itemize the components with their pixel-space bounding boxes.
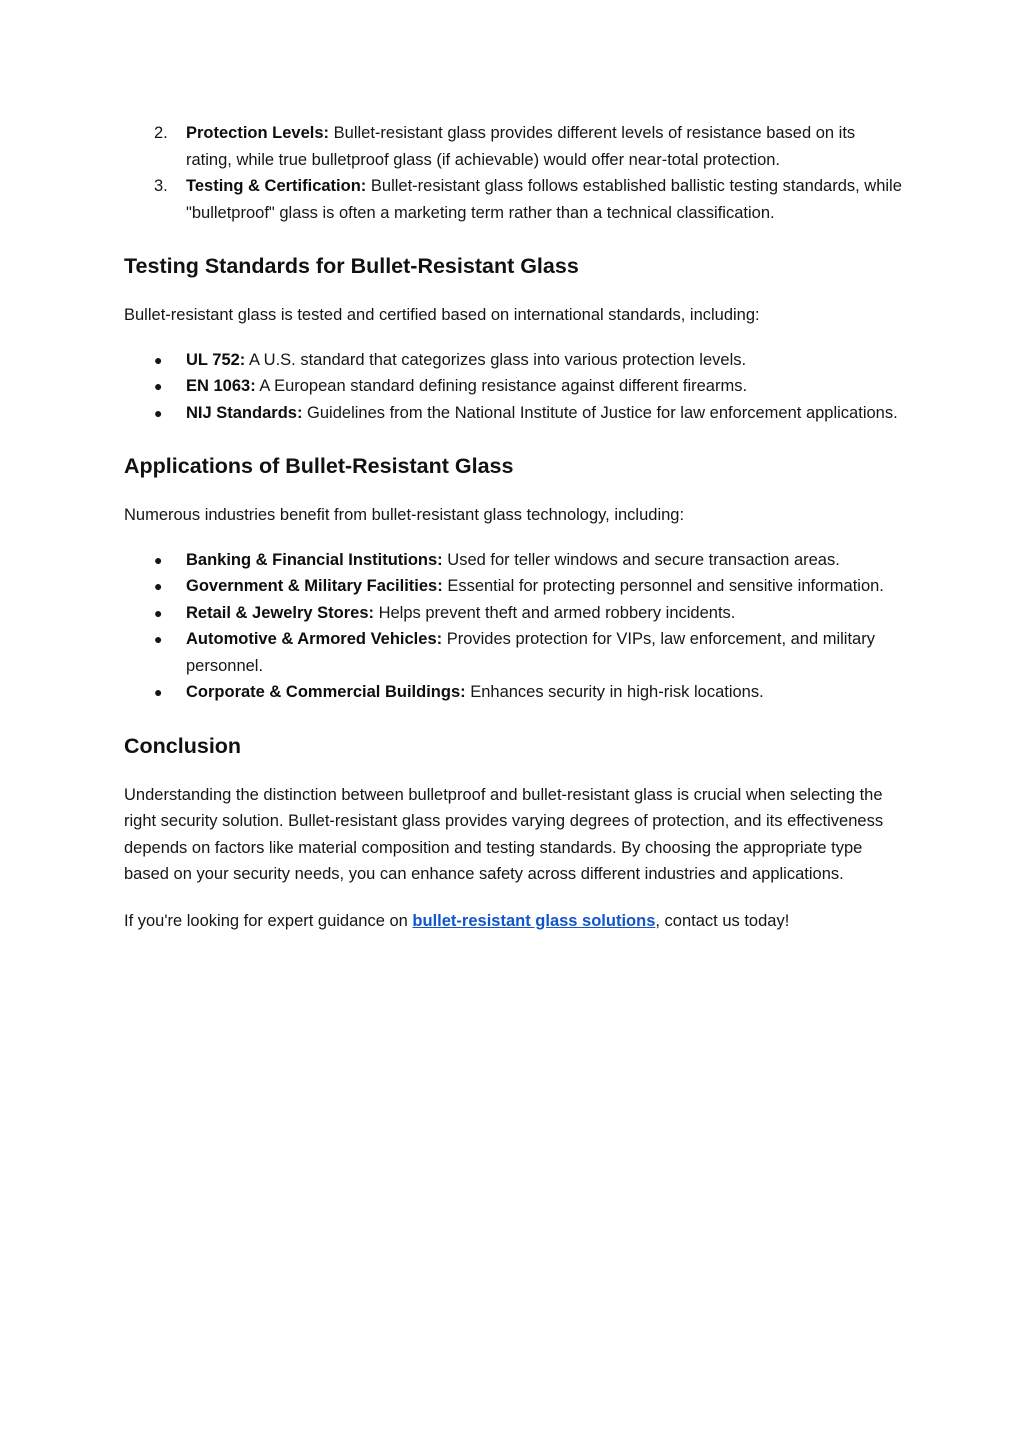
conclusion-paragraph: Understanding the distinction between bulletproof and bullet-resistant glass is crucial when selecting the right security solution. Bullet-resistant glass provides varying degrees of protection, and its effectiveness depends on factors like material composition and testing standards. By choosing the appropriate type based on your security needs, you can enhance safety across different industries and applications. bbox=[124, 785, 884, 883]
list-term: NIJ Standards: bbox=[186, 403, 303, 422]
list-term: Testing & Certification: bbox=[186, 177, 367, 195]
section-heading-testing: Testing Standards for Bullet-Resistant Glass bbox=[124, 254, 579, 278]
list-item bbox=[124, 373, 904, 400]
list-text: Enhances security in high-risk locations. bbox=[465, 683, 764, 701]
section-heading-conclusion: Conclusion bbox=[124, 733, 242, 758]
document-page bbox=[124, 120, 904, 934]
list-text: A U.S. standard that categorizes glass into various protection levels. bbox=[245, 350, 747, 369]
differences-list bbox=[124, 120, 904, 226]
bullet-icon: ● bbox=[154, 578, 163, 594]
list-text: Bullet-resistant glass follows established ballistic testing standards, while "bulletproof" glass is often a marketing term rather than a technical classification. bbox=[186, 177, 902, 222]
list-item bbox=[124, 600, 904, 627]
list-item bbox=[124, 120, 904, 173]
list-text: Helps prevent theft and armed robbery incidents. bbox=[374, 603, 736, 622]
list-item bbox=[124, 679, 904, 706]
list-term: EN 1063: bbox=[186, 377, 256, 395]
bullet-icon: ● bbox=[154, 351, 163, 368]
list-number: 2. bbox=[154, 124, 168, 142]
list-text: A European standard defining resistance against different firearms. bbox=[255, 377, 748, 395]
list-item bbox=[124, 347, 904, 374]
testing-standards-list bbox=[124, 347, 904, 427]
list-text: Provides protection for VIPs, law enforcement, and military personnel. bbox=[186, 630, 875, 675]
list-text: Bullet-resistant glass provides different levels of resistance based on its rating, while true bulletproof glass (if achievable) would offer near-total protection. bbox=[186, 124, 856, 169]
list-text: Essential for protecting personnel and sensitive information. bbox=[442, 577, 884, 595]
list-term: Protection Levels: bbox=[186, 124, 330, 142]
list-term: Automotive & Armored Vehicles: bbox=[186, 630, 443, 648]
cta-paragraph bbox=[124, 908, 904, 935]
bullet-icon: ● bbox=[154, 378, 163, 394]
cta-text-before: If you're looking for expert guidance on bbox=[124, 911, 413, 930]
bullet-icon: ● bbox=[154, 404, 163, 421]
applications-intro: Numerous industries benefit from bullet-resistant glass technology, including: bbox=[124, 506, 685, 524]
list-text: Guidelines from the National Institute of Justice for law enforcement applications. bbox=[302, 403, 898, 422]
cta-text-after: , contact us today! bbox=[655, 911, 790, 930]
bullet-icon: ● bbox=[154, 631, 163, 647]
list-item bbox=[124, 400, 904, 427]
list-item bbox=[124, 626, 904, 679]
section-heading-applications: Applications of Bullet-Resistant Glass bbox=[124, 454, 514, 478]
list-term: Corporate & Commercial Buildings: bbox=[186, 683, 466, 701]
list-term: Government & Military Facilities: bbox=[186, 577, 443, 595]
list-term: UL 752: bbox=[186, 350, 246, 369]
testing-intro: Bullet-resistant glass is tested and certified based on international standards, including: bbox=[124, 306, 760, 324]
list-term: Banking & Financial Institutions: bbox=[186, 550, 443, 569]
bullet-icon: ● bbox=[154, 604, 163, 621]
list-item bbox=[124, 573, 904, 600]
list-item bbox=[124, 547, 904, 574]
list-term: Retail & Jewelry Stores: bbox=[186, 603, 374, 622]
bullet-icon: ● bbox=[154, 551, 163, 568]
glass-solutions-link[interactable]: bullet-resistant glass solutions bbox=[412, 911, 656, 930]
list-text: Used for teller windows and secure transaction areas. bbox=[442, 550, 840, 569]
bullet-icon: ● bbox=[154, 684, 163, 700]
list-number: 3. bbox=[154, 177, 168, 195]
list-item bbox=[124, 173, 904, 226]
applications-list bbox=[124, 547, 904, 706]
